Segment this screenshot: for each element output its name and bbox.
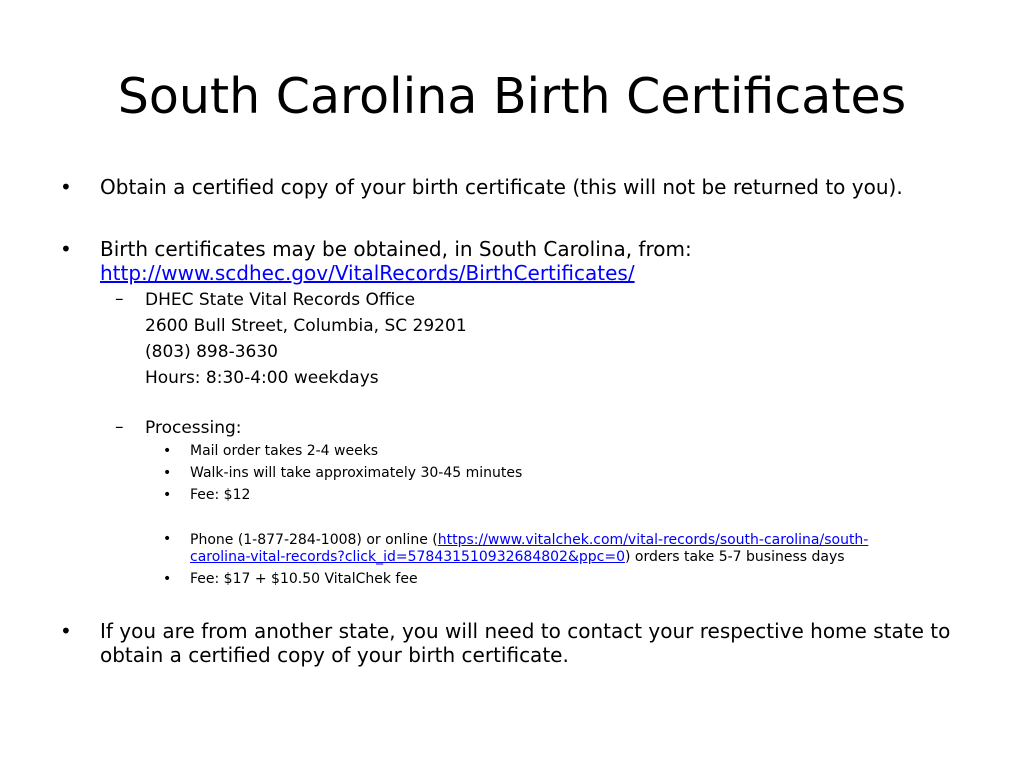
office-phone: (803) 898-3630 xyxy=(145,342,278,362)
processing-item-mail: Mail order takes 2-4 weeks xyxy=(190,443,379,459)
bullet-marker: • xyxy=(60,619,72,643)
processing-label: Processing: xyxy=(145,418,242,438)
bullet-marker: • xyxy=(163,571,172,587)
office-address: 2600 Bull Street, Columbia, SC 29201 xyxy=(145,316,467,336)
bullet-other-state-line2: obtain a certified copy of your birth certificate. xyxy=(100,643,569,667)
bullet-marker: • xyxy=(60,237,72,261)
processing-item-walkin: Walk-ins will take approximately 30-45 minutes xyxy=(190,465,523,481)
bullet-marker: • xyxy=(163,443,172,459)
office-hours: Hours: 8:30-4:00 weekdays xyxy=(145,368,379,388)
bullet-marker: • xyxy=(163,465,172,481)
bullet-obtain-copy: Obtain a certified copy of your birth certificate (this will not be returned to you). xyxy=(100,175,903,199)
dash-marker: – xyxy=(115,417,124,437)
bullet-other-state-line1: If you are from another state, you will need to contact your respective home state to xyxy=(100,619,951,643)
slide-title: South Carolina Birth Certificates xyxy=(117,68,907,125)
scdhec-link[interactable]: http://www.scdhec.gov/VitalRecords/BirthCertificates/ xyxy=(100,261,635,285)
phone-online-prefix: Phone (1-877-284-1008) or online ( xyxy=(190,532,438,548)
vitalchek-link-part1[interactable]: https://www.vitalchek.com/vital-records/south-carolina/south- xyxy=(437,532,869,548)
bullet-marker: • xyxy=(163,487,172,503)
bullet-marker: • xyxy=(163,531,172,547)
bullet-sc-source: Birth certificates may be obtained, in South Carolina, from: xyxy=(100,237,692,261)
bullet-marker: • xyxy=(60,175,72,199)
processing-phone-online-line2 xyxy=(190,549,845,566)
processing-phone-online-line1 xyxy=(190,532,868,549)
office-name: DHEC State Vital Records Office xyxy=(145,290,416,310)
phone-online-suffix: ) orders take 5-7 business days xyxy=(624,549,845,565)
dash-marker: – xyxy=(115,289,124,309)
processing-item-fee: Fee: $12 xyxy=(190,487,251,503)
processing-fee-vitalchek: Fee: $17 + $10.50 VitalChek fee xyxy=(190,571,418,587)
vitalchek-link-part2[interactable]: carolina-vital-records?click_id=57843151093268480​2&ppc=0 xyxy=(190,549,625,565)
